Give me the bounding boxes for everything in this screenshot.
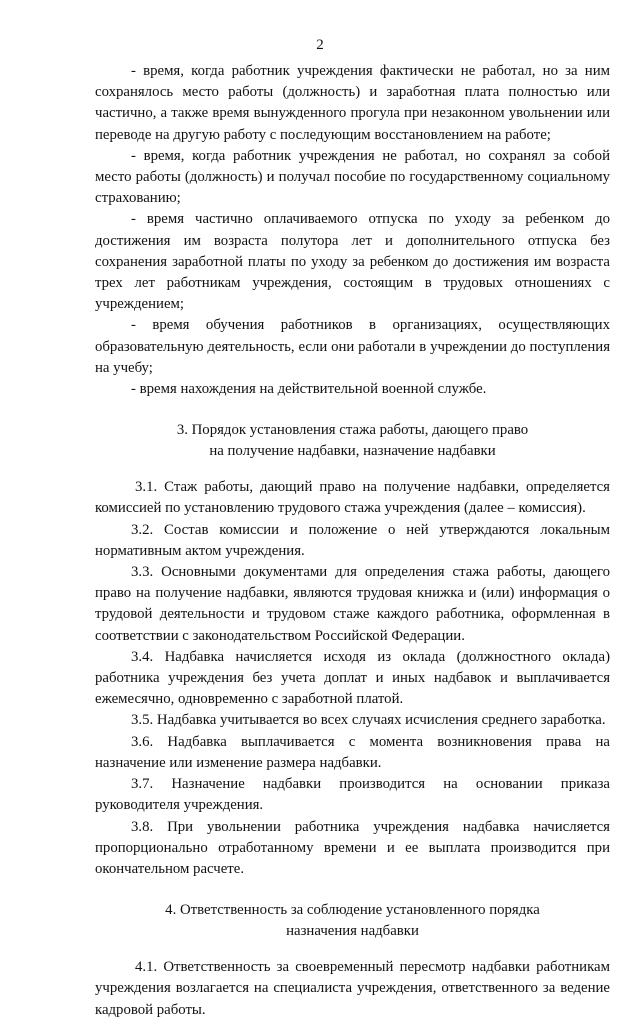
paragraph-3-1: 3.1. Стаж работы, дающий право на получение надбавки, определяется комиссией по установлению трудового стажа учреждения (далее – комиссия). <box>95 479 610 517</box>
paragraph-3-2: 3.2. Состав комиссии и положение о ней утверждаются локальным нормативным актом учреждения. <box>95 521 610 559</box>
section-4-heading-line-2: назначения надбавки <box>286 922 419 939</box>
list-item: - время обучения работников в организациях, осуществляющих образовательную деятельность, если они работали в учреждении до поступления на учебу; <box>95 317 610 376</box>
list-item: - время нахождения на действительной военной службе. <box>131 381 487 398</box>
list-item: - время, когда работник учреждения фактически не работал, но за ним сохранялось место работы (должность) и заработная плата полностью или частично, а также время вынужденного прогула при незаконном увольнении или переводе на другую работу с последующим восстановлением на работе; <box>95 63 610 143</box>
section-3-heading-line-1: 3. Порядок установления стажа работы, дающего право <box>176 422 529 439</box>
paragraph-3-5: 3.5. Надбавка учитывается во всех случаях исчисления среднего заработка. <box>131 712 606 729</box>
paragraph-3-7: 3.7. Назначение надбавки производится на основании приказа руководителя учреждения. <box>95 776 610 814</box>
section-3-heading <box>95 420 610 461</box>
paragraph-3-4: 3.4. Надбавка начисляется исходя из оклада (должностного оклада) работника учреждения без учета доплат и иных надбавок и выплачивается ежемесячно, одновременно с заработной платой. <box>95 648 610 708</box>
section-4-heading-line-1: 4. Ответственность за соблюдение установленного порядка <box>165 902 540 919</box>
page-number: 2 <box>316 37 324 53</box>
list-item: - время частично оплачиваемого отпуска по уходу за ребенком до достижения им возраста полутора лет и дополнительного отпуска без сохранения заработной платы по уходу за ребенком до достижения им возраста трех лет работникам учреждения, состоящим в трудовых отношениях с учреждением; <box>95 211 610 313</box>
paragraph-4-1: 4.1. Ответственность за своевременный пересмотр надбавки работникам учреждения возлагается на специалиста учреждения, ответственного за ведение кадровой работы. <box>95 959 610 1018</box>
list-item: - время, когда работник учреждения не работал, но сохранял за собой место работы (должность) и получал пособие по государственному социальному страхованию; <box>95 147 610 207</box>
paragraph-3-3: 3.3. Основными документами для определения стажа работы, дающего право на получение надбавки, являются трудовая книжка и (или) информация о трудовой деятельности и трудовом стаже каждого работника, оформленная в соответствии с законодательством Российской Федерации. <box>95 564 610 644</box>
paragraph-3-8: 3.8. При увольнении работника учреждения надбавка начисляется пропорционально отработанному времени и ее выплата производится при окончательном расчете. <box>95 818 610 877</box>
document-body <box>95 61 610 1021</box>
paragraph-3-6: 3.6. Надбавка выплачивается с момента возникновения права на назначение или изменение размера надбавки. <box>95 733 610 771</box>
section-4-heading <box>95 900 610 941</box>
section-3-heading-line-2: на получение надбавки, назначение надбавки <box>209 442 496 459</box>
